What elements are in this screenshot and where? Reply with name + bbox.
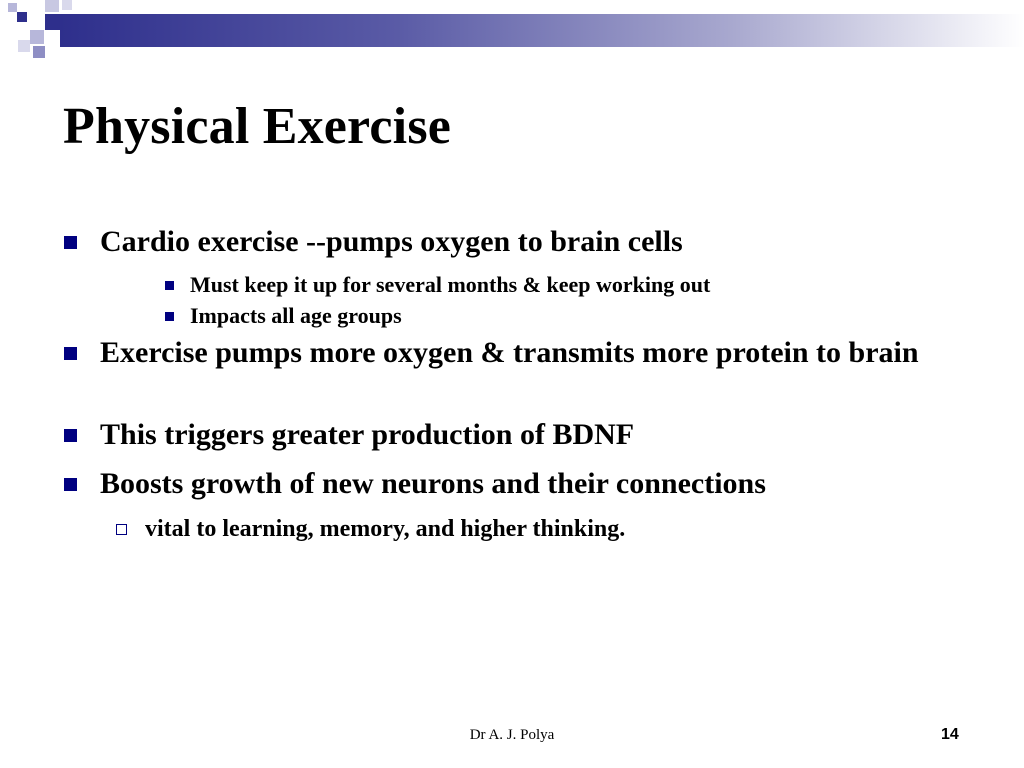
sub-bullet-item: vital to learning, memory, and higher thinking. — [145, 516, 626, 542]
deco-square — [45, 14, 60, 30]
bullet-item: Boosts growth of new neurons and their connections — [100, 467, 766, 500]
bullet-square-icon — [64, 236, 77, 249]
sub-bullet-hollow-square-icon — [116, 524, 127, 535]
header-decoration — [0, 0, 1024, 70]
deco-square — [18, 40, 30, 52]
deco-square — [17, 12, 27, 22]
sub-bullet-square-icon — [165, 281, 174, 290]
deco-square — [30, 30, 44, 44]
bullet-square-icon — [64, 429, 77, 442]
deco-square — [62, 0, 72, 10]
deco-square — [8, 3, 17, 12]
bullet-square-icon — [64, 478, 77, 491]
bullet-square-icon — [64, 347, 77, 360]
sub-bullet-item: Impacts all age groups — [190, 303, 402, 328]
deco-square — [33, 46, 45, 58]
bullet-item: Exercise pumps more oxygen & transmits more protein to brain — [100, 336, 919, 369]
gradient-band — [60, 14, 1024, 47]
slide-title: Physical Exercise — [63, 98, 452, 155]
sub-bullet-square-icon — [165, 312, 174, 321]
deco-square — [45, 0, 59, 12]
footer-author: Dr A. J. Polya — [469, 727, 555, 743]
bullet-item: Cardio exercise --pumps oxygen to brain cells — [100, 225, 683, 258]
page-number: 14 — [941, 726, 959, 743]
sub-bullet-item: Must keep it up for several months & keep working out — [190, 272, 711, 297]
bullet-item: This triggers greater production of BDNF — [100, 418, 635, 451]
